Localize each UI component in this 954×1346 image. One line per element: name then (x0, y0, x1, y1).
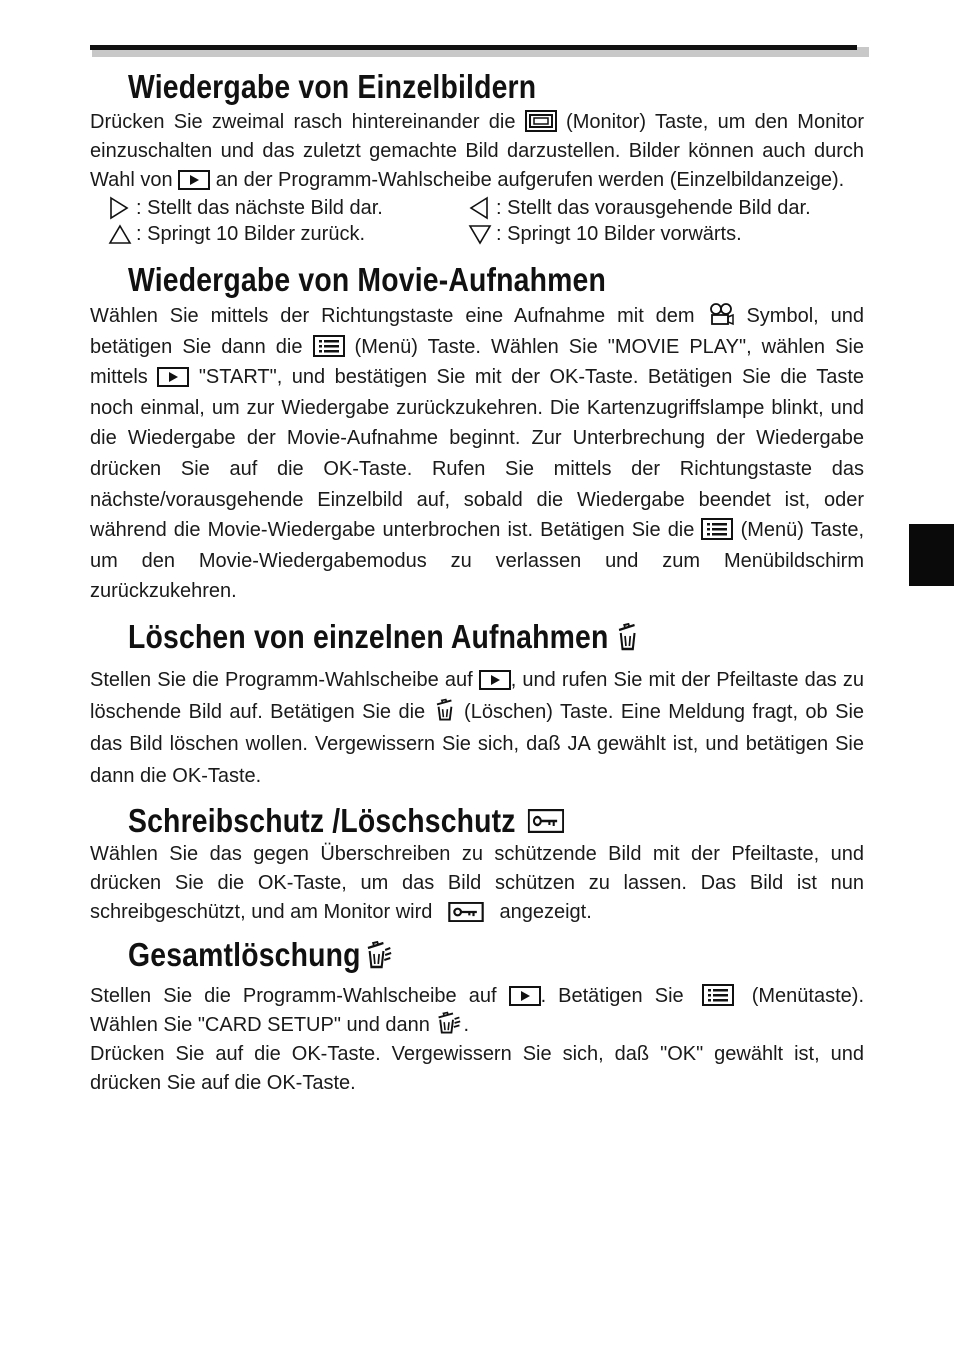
section-heading: Löschen von einzelnen Aufnahmen (128, 618, 761, 656)
page-content (90, 62, 864, 1098)
triangle-right-icon (108, 196, 136, 220)
play-mode-icon (509, 986, 541, 1006)
triangle-up-icon (108, 223, 136, 245)
section-paragraph: Wählen Sie das gegen Überschreiben zu schützende Bild mit der Pfeiltaste, und drücken Sie die OK-Taste, um das Bild schützen zu lassen. Das Bild ist nun schreibgeschützt, und am Monitor wird angezeigt. (90, 842, 864, 923)
nav-next-item: : Stellt das nächste Bild dar. (108, 195, 468, 221)
section-heading: Wiedergabe von Einzelbildern (128, 68, 537, 105)
section-paragraph: Stellen Sie die Programm-Wahlscheibe auf . Betätigen Sie (Menütaste). Wählen Sie "CARD SETUP" und dann . (90, 984, 864, 1036)
section-protect (90, 802, 864, 927)
navigation-key-list (108, 195, 864, 247)
erase-trash-icon (433, 698, 457, 722)
erase-trash-icon (615, 622, 639, 652)
menu-button-icon (701, 518, 733, 540)
section-paragraph: Drücken Sie zweimal rasch hintereinander die (Monitor) Taste, um den Monitor einzuschalten und das zuletzt gemachte Bild darzustellen. Bilder können auch durch Wahl von an der Programm-Wahlscheibe aufgerufen werden (Einzelbildanzeige). (90, 111, 864, 191)
protect-key-icon (448, 902, 484, 922)
protect-key-icon (528, 809, 564, 833)
play-mode-icon (479, 670, 511, 690)
nav-back10-item: : Springt 10 Bilder zurück. (108, 221, 468, 247)
play-mode-icon (157, 367, 189, 387)
section-erase-all (90, 936, 864, 1098)
section-heading: Schreibschutz /Löschschutz (128, 802, 761, 840)
monitor-button-icon (525, 110, 557, 132)
chapter-tab (909, 524, 954, 586)
section-movie-playback (90, 261, 864, 607)
section-erase-single (90, 618, 864, 792)
menu-button-icon (702, 984, 734, 1006)
play-mode-icon (178, 170, 210, 190)
section-paragraph: Stellen Sie die Programm-Wahlscheibe auf , und rufen Sie mit der Pfeiltaste das zu löschende Bild auf. Betätigen Sie die (Löschen) Taste. Eine Meldung fragt, ob Sie das Bild löschen wollen. Vergewissern Sie sich, daß JA gewählt ist, und betätigen Sie dann die OK-Taste. (90, 668, 865, 787)
section-heading: Wiedergabe von Movie-Aufnahmen (128, 261, 606, 298)
erase-all-trash-icon (435, 1011, 463, 1035)
section-paragraph: Wählen Sie mittels der Richtungstaste eine Aufnahme mit dem Symbol, und betätigen Sie dann die (Menü) Taste. Wählen Sie "MOVIE PLAY", wählen Sie mittels "START", und bestätigen Sie mit der OK-Taste. Betätigen Sie die Taste noch einmal, um zur Wiedergabe zurückzukehren. Die Kartenzugriffslampe blinkt, und die Wiedergabe der Movie-Aufnahme beginnt. Zur Unterbrechung der Wiedergabe drücken Sie auf die OK-Taste. Rufen Sie mittels der Richtungstaste das nächste/vorausgehende Einzelbild auf, sobald die Wiedergabe beendet ist, oder während die Movie-Wiedergabe unterbrochen ist. Betätigen Sie die (Menü) Taste, um den Movie-Wiedergabemodus zu verlassen und zum Menübildschirm zurückzukehren. (90, 301, 864, 607)
triangle-left-icon (468, 196, 496, 220)
nav-fwd10-item: : Springt 10 Bilder vorwärts. (468, 221, 868, 247)
header-rule (90, 45, 857, 50)
section-paragraph: Drücken Sie auf die OK-Taste. Vergewissern Sie sich, daß "OK" gewählt ist, und drücken Sie auf die OK-Taste. (90, 1042, 864, 1094)
movie-camera-icon (707, 302, 735, 326)
section-single-playback (90, 68, 864, 247)
erase-all-trash-icon (364, 940, 393, 970)
menu-button-icon (313, 335, 345, 357)
nav-prev-item: : Stellt das vorausgehende Bild dar. (468, 195, 868, 221)
section-heading: Gesamtlöschung (128, 936, 761, 974)
triangle-down-icon (468, 223, 496, 245)
